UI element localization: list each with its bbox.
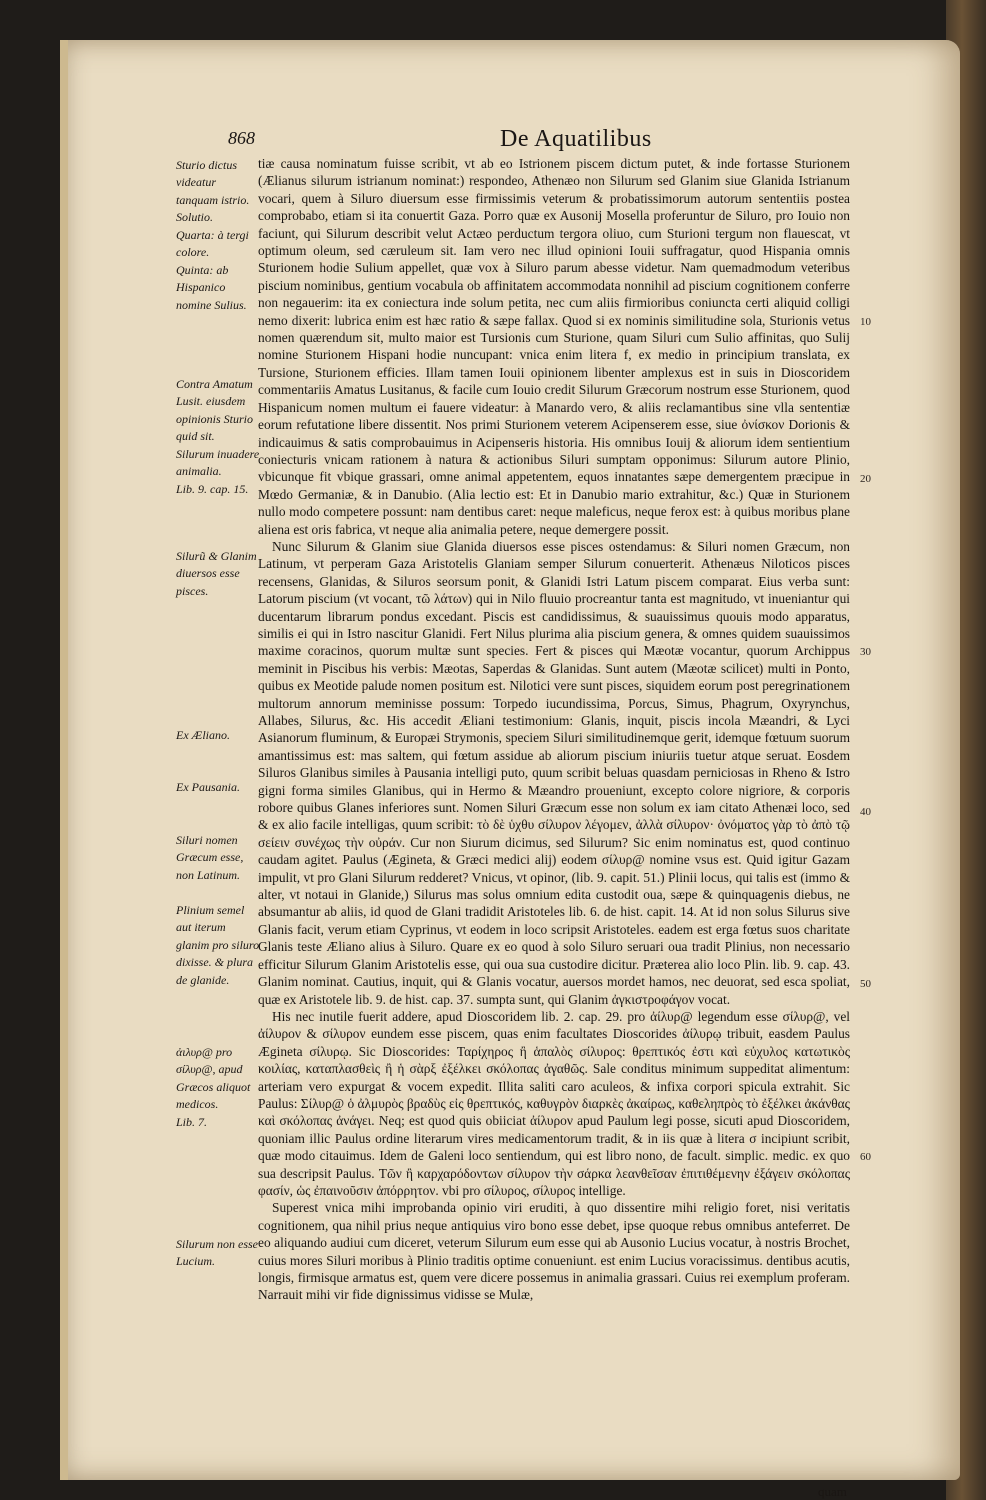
margin-note: Lib. 7. bbox=[176, 1115, 208, 1129]
line-number: 30 bbox=[860, 646, 871, 658]
margin-note: Quarta: à tergi colore. bbox=[176, 228, 249, 260]
margin-note: Ex Æliano. bbox=[176, 728, 230, 742]
line-number: 10 bbox=[860, 316, 871, 328]
page-number: 868 bbox=[228, 128, 255, 148]
margin-note: Solutio. bbox=[176, 210, 214, 224]
margin-note: Silurũ & Glanim diuersos esse pisces. bbox=[176, 549, 257, 598]
margin-note: Lib. 9. cap. 15. bbox=[176, 482, 249, 496]
line-number: 40 bbox=[860, 806, 871, 818]
paragraph: Superest vnica mihi improbanda opinio viri eruditi, à quo dissentire mihi religio foret, nisi veritatis cognitionem, qua nihil prius neque antiquius viro bono esse debet, ipse quoque rebus omnibus anteferret. De eo aliquando audiui cum diceret, veterum Silurum eum esse qui ab Ausonio Lucius vocatur, à nostris Brochet, cuius mores Siluri moribus à Plinio traditis optime conueniunt. est enim Lucius voracissimus. dentibus acutis, longis, firmisque armatus est, quem vere dicere possemus in animalia grassari. Cuius rei exemplum proferam. Narrauit mihi vir fide dignissimus vidisse se Mulæ, bbox=[258, 1200, 850, 1303]
margin-note: Ex Pausania. bbox=[176, 780, 240, 794]
paragraph: tiæ causa nominatum fuisse scribit, vt ab eo Istrionem piscem dictum putet, & inde fortasse Sturionem (Ælianus silurum istrianum nominat:) respondeo, Athenæo non Silurum sed Glanim siue Glanida Istrianum vocari, quem à Siluro diuersum esse firmissimis veterum & probatissimorum autorum sententiis postea comprobabo, etiam si ita conuertit Gaza. Porro quæ ex Ausonij Mosella proferuntur de Siluro, pro Iouio non faciunt, qui Silurum describit velut Actæo perductum tergora oliuo, cum Sturioni tergum non flauescat, vt optimum oleum, sed cæruleum sit. Iam vero nec illud opinioni Iouii suffragatur, quod Hispania omnis Sturionem hodie Sulium appellet, quæ vox à Siluro parum abesse videtur. Nam quemadmodum veteribus piscium nominibus, gentium vocabula ob affinitatem accommodata nonnihil ad piscium cognitionem conferre non negauerim: ita ex coniectura inde solum petita, nec cum aliis firmioribus coniuncta certi aliquid colligi nemo dixerit: lubrica enim est hæc ratio & sæpe fallax. Quod si ex nominis similitudine sola, Sturionis vetus nomen quærendum sit, multo maior est Tursionis cum Sturione, quam Siluri cum Sulio affinitas, quo Sulij nomine Sturionem Hispani hodie nuncupant: vnica enim litera f, ex medio in principium translata, ex Tursione, Sturionem efficies. Illam tamen Iouii opinionem libenter amplexus est in suis in Dioscoridem commentariis Amatus Lusitanus, & facile cum Iouio credit Silurum Græcorum nostrum esse Sturionem, quod Hispanicum nomen multum ei fauere videatur: à Manardo vero, & aliis reclamantibus sine vlla sententiæ eorum refutatione libere dissentit. Nos primi Sturionem veterem Acipenserem esse, siue ὀνίσκον Dorionis & indicauimus & satis comprobauimus in Acipenseris historia. His omnibus Iouij & aliorum idem sentientium coniecturis vnicam rationem à natura & actionibus Siluri sumptam opponimus: Silurum autore Plinio, vbicunque fit vbique grassari, omne animal appetentem, equos innatantes sæpe demergentem præcipue in Mœdo Germaniæ, & in Danubio. (Alia lectio est: Et in Danubio mario extrahitur, &c.) Quæ in Sturionem nullo modo competere possunt: nam dentibus caret: neque maleficus, neque ferox est: à quibus moribus plane aliena est oris fabrica, vt neque alia animalia petere, neque demergere possit. bbox=[258, 156, 850, 537]
page-gutter bbox=[60, 40, 68, 1480]
line-number: 50 bbox=[860, 978, 871, 990]
margin-note: Quinta: ab Hispanico nomine Sulius. bbox=[176, 263, 247, 312]
running-title: De Aquatilibus bbox=[500, 126, 652, 152]
margin-note: Contra Amatum Lusit. eiusdem opinionis Sturio quid sit. bbox=[176, 377, 254, 444]
margin-note: ἀιλυρ@ pro σίλυρ@, apud Græcos aliquot medicos. bbox=[176, 1045, 251, 1112]
margin-note: Sturio dictus videatur tanquam istrio. bbox=[176, 158, 250, 207]
catchword: quam bbox=[818, 1484, 847, 1499]
margin-note: Plinium semel aut iterum glanim pro siluro dixisse. & plura de glanide. bbox=[176, 903, 260, 987]
margin-note: Silurum inuadere animalia. bbox=[176, 447, 260, 479]
paragraph: His nec inutile fuerit addere, apud Dioscoridem lib. 2. cap. 29. pro ἀίλυρ@ legendum esse σίλυρ@, vel ἀίλυρον & σίλυρον eundem esse piscem, quas enim facultates Dioscorides ἀίλυρῳ tribuit, easdem Paulus Ægineta σίλυρῳ. Sic Dioscorides: Ταρίχηρος ἢ ἁπαλὸς σίλυρος: θρεπτικός ἐστι καὶ εὐχυλος κατωτικὸς κοιλίας, καταπλασθεὶς ἢ ἡ σὰρξ ἐξέλκει σκόλοπας ἀγαθῶς. Sale conditus minimum suppeditat alimentum: arteriam vero expurgat & vocem expedit. Illita saliti caro aculeos, & infixa corpori spicula extrahit. Sic Paulus: Σίλυρ@ ὁ ἀλμυρὸς βραδὺς εἰς θρεπτικός, καθυγρὸν διαρκὲς ἀκαίρως, καθεληπρὸς τὸ ἐξέλκει ἀκάνθας καὶ σκόλοπας ἀνάγει. Neq; est quod quis obiiciat ἀίλυρον apud Paulum legi posse, sicuti apud Dioscoridem, quoniam illic Paulus ordine literarum vires medicamentorum tradit, & in iis quæ à litera σ incipiunt scribit, quæ modo citauimus. Idem de Galeni loco sentiendum, qui est libro nono, de facult. simplic. medic. ex quo sua descripsit Paulus. Τῶν ἢ καρχαρόδοντων σίλυρον τὴν σάρκα λεανθεῖσαν ἐπιτιθέμενην ἐξάγειν σκόλοπας φασίν, ὡς ἐπαινοῦσιν ἀπόρρητον. vbi pro σίλυρος, σίλυρος intellige. bbox=[258, 1008, 850, 1198]
main-text bbox=[258, 155, 850, 1304]
margin-note: Siluri nomen Græcum esse, non Latinum. bbox=[176, 833, 244, 882]
page-header bbox=[228, 126, 848, 154]
paragraph: Nunc Silurum & Glanim siue Glanida diuersos esse pisces ostendamus: & Siluri nomen Græcum, non Latinum, vt perperam Gaza Aristotelis Glaniam semper Silurum conuerterit. Athenæus Niloticos pisces recensens, Glanidas, & Siluros seorsum ponit, & Glanidi Istri Latum piscem comparat. Eius verba sunt: Latorum piscium (vt vocant, τῶ λάτων) qui in Nilo fluuio procreantur tanta est magnitudo, vt inueniantur qui ducentarum librarum pondus excedant. Piscis est candidissimus, & suauissimus quouis modo apparatus, similis ei qui in Istro nascitur Glanidi. Fert Nilus plurima alia piscium genera, & omnes quidem suauissimos maxime coracinos, quorum multæ sunt species. Fert & pisces qui Mæotæ vocantur, quorum Archippus meminit in Piscibus his verbis: Mæotas, Saperdas & Glanidas. Sunt autem (Mæotæ scilicet) multi in Ponto, quibus ex Meotide palude nomen positum est. Nilotici vere sunt pisces, siquidem eorum post peregrinationem multorum annorum meminisse possum: Torpedo iucundissima, Porcus, Simus, Phagrum, Oxyrynchus, Allabes, Silurus, &c. His accedit Æliani testimonium: Glanis, inquit, piscis incola Mæandri, & Lyci Asianorum fluminum, & Europæi Strymonis, speciem Siluri similitudinemque gerit, idemque fœtuum suorum amantissimus est: mas saltem, qui fœtum assidue ab aliorum piscium iniuriis tuetur atque seruat. Eosdem Siluros Glanibus similes à Pausania intelligi puto, quum scribit beluas quasdam perniciosas in Rheno & Istro gigni forma similes Glanibus, qui in Hermo & Mæandro proueniunt, excepto colore nigriore, & corporis robore quibus Glanes inferiores sunt. Nomen Siluri Græcum esse non solum ex iam citato Athenæi loco, sed & ex alio facile intelligas, quum scribit: τὸ δὲ ὑχθυ σίλυρον λέγομεν, ἀλλὰ σίλυρον· ὀνόματος γὰρ τὸ ἀπὸ τῷ σείειν συνέχως τὴν οὐράν. Cur non Siurum dicimus, sed Silurum? Sic enim nominatus est, quod continuo caudam agitet. Paulus (Ægineta, & Græci medici alij) eodem σίλυρ@ nomine vsus est. Quid igitur Gazam impulit, vt pro Glani Silurum redderet? Vnicus, vt opinor, (lib. 9. capit. 51.) Plinii locus, qui talis est (immo & alter, vt notaui in Glanide,) Silurus mas solus omnium edita custodit oua, sæpe & quinquagenis diebus, ne absumantur ab aliis, id quod de Glani tradidit Aristoteles lib. 6. de hist. capit. 14. At id non solus Silurus sive Glanis facit, verum etiam Cyprinus, vt eodem in loco scripsit Aristoteles. eadem est erga fœtus suos charitate Glanis teste Æliano alius à Siluro. Quare ex eo quod à solo Siluro seruari oua tradit Plinius, non necessario efficitur Silurum Glanim Aristotelis esse, qui oua sua custodire dicitur. Præterea alio loco Plin. lib. 9. cap. 43. Glanim nominat. Cautius, inquit, qui & Glanis vocatur, auersos mordet hamos, nec deuorat, sed esca spoliat, quæ ex Aristotele lib. 9. de hist. cap. 37. sumpta sunt, qui Glanim ἀγκιστροφάγον vocat. bbox=[258, 538, 850, 1007]
margin-note: Silurum non esse Lucium. bbox=[176, 1237, 258, 1269]
line-number: 60 bbox=[860, 1151, 871, 1163]
line-number: 20 bbox=[860, 473, 871, 485]
